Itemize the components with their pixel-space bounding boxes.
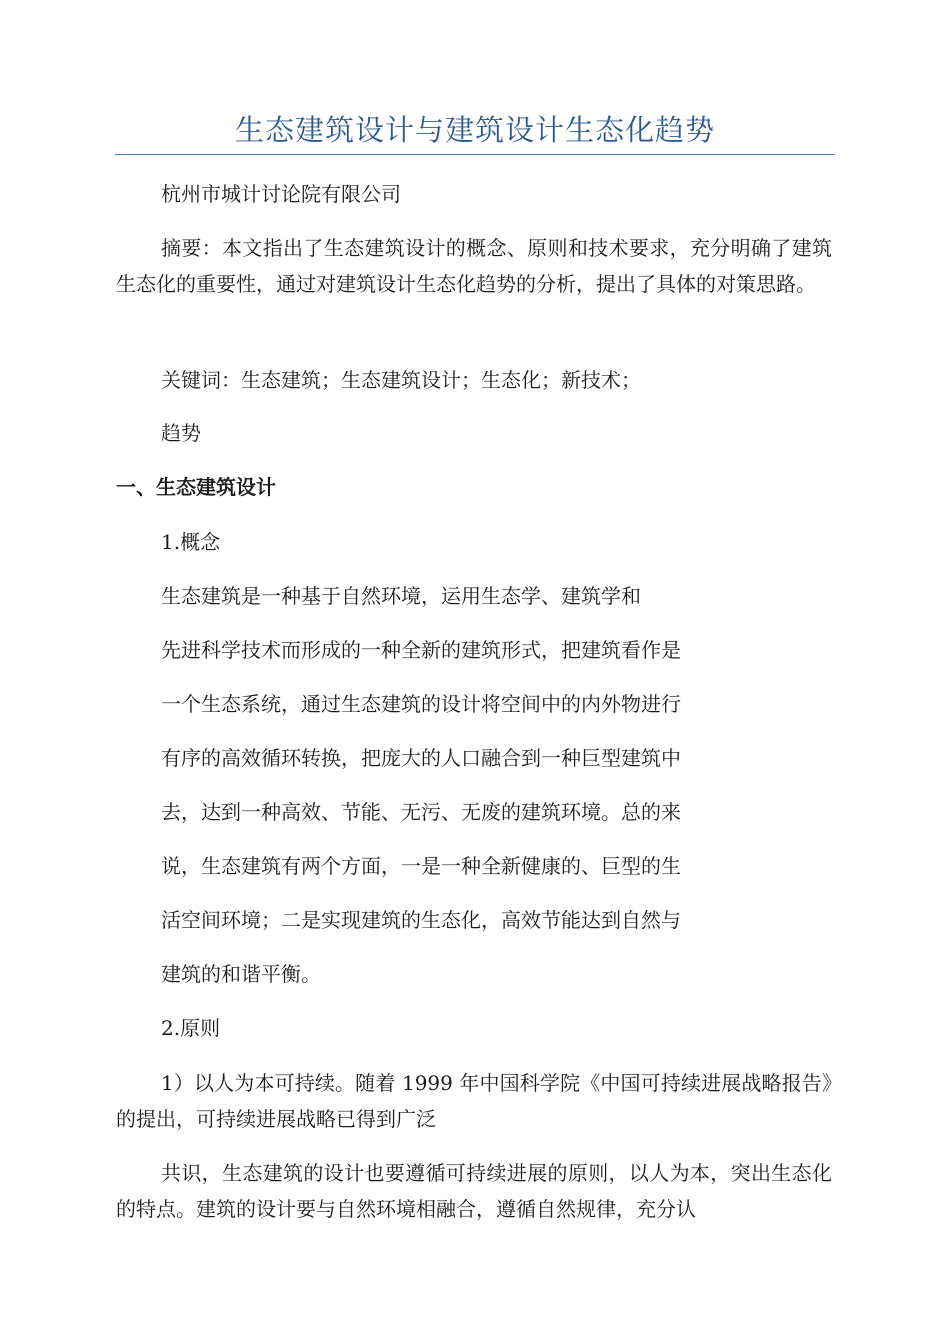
subsection-heading-principles: 2.原则	[161, 1016, 221, 1040]
section-heading: 一、生态建筑设计	[116, 475, 276, 499]
concept-line: 建筑的和谐平衡。	[161, 962, 321, 986]
principle-paragraph: 1）以人为本可持续。随着 1999 年中国科学院《中国可持续进展战略报告》的提出，可持续进展战略已得到广泛	[116, 1071, 832, 1131]
concept-line: 说，生态建筑有两个方面，一是一种全新健康的、巨型的生	[161, 854, 681, 878]
title-underline	[115, 154, 835, 155]
concept-line: 有序的高效循环转换，把庞大的人口融合到一种巨型建筑中	[161, 746, 681, 770]
abstract-paragraph: 摘要：本文指出了生态建筑设计的概念、原则和技术要求，充分明确了建筑生态化的重要性，通过对建筑设计生态化趋势的分析，提出了具体的对策思路。	[116, 236, 832, 296]
subsection-heading-concept: 1.概念	[161, 530, 221, 554]
keywords: 关键词：生态建筑；生态建筑设计；生态化；新技术；	[161, 368, 641, 392]
keywords-continued: 趋势	[161, 421, 201, 445]
concept-line: 先进科学技术而形成的一种全新的建筑形式，把建筑看作是	[161, 638, 681, 662]
document-title: 生态建筑设计与建筑设计生态化趋势	[234, 113, 715, 147]
concept-line: 一个生态系统，通过生态建筑的设计将空间中的内外物进行	[161, 692, 681, 716]
concept-line: 去，达到一种高效、节能、无污、无废的建筑环境。总的来	[161, 800, 681, 824]
concept-line: 活空间环境；二是实现建筑的生态化，高效节能达到自然与	[161, 908, 681, 932]
organization: 杭州市城计讨论院有限公司	[161, 182, 401, 206]
principle-paragraph-continued: 共识，生态建筑的设计也要遵循可持续进展的原则，以人为本，突出生态化的特点。建筑的设计要与自然环境相融合，遵循自然规律，充分认	[116, 1161, 832, 1221]
concept-line: 生态建筑是一种基于自然环境，运用生态学、建筑学和	[161, 584, 641, 608]
